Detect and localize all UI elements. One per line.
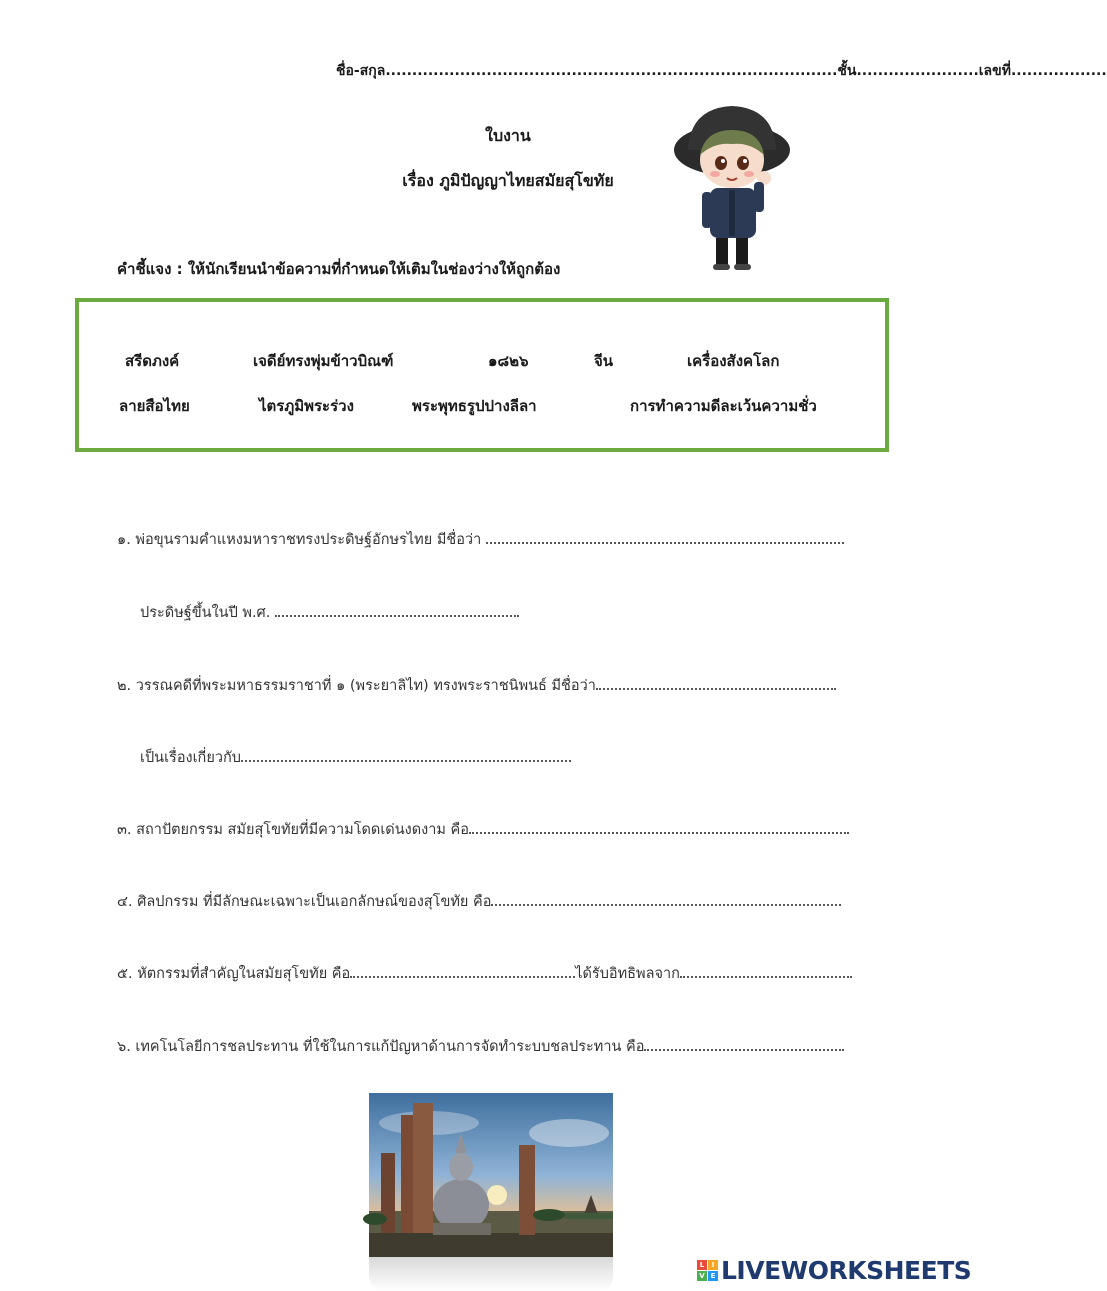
word-bank-item: ลายสือไทย: [119, 397, 190, 415]
answer-blank-q5-influence[interactable]: [680, 962, 852, 978]
answer-blank-q2-title[interactable]: [596, 674, 836, 690]
liveworksheets-wordmark: LIVEWORKSHEETS: [721, 1255, 972, 1285]
answer-blank-q2-about[interactable]: [241, 746, 571, 762]
sukhothai-temple-photo: [369, 1093, 613, 1257]
sukhothai-temple-photo-art: [369, 1093, 613, 1257]
liveworksheets-icon: [697, 1260, 718, 1281]
question-6: ๖. เทคโนโลยีการชลประทาน ที่ใช้ในการแก้ปัญหาด้านการจัดทำระบบชลประทาน คือ: [117, 1035, 844, 1058]
answer-blank-q1-year[interactable]: [275, 601, 519, 617]
word-bank-item: เจดีย์ทรงพุ่มข้าวบิณฑ์: [253, 352, 394, 370]
logo-letter-e: E: [708, 1271, 718, 1281]
word-bank-item: จีน: [594, 352, 614, 370]
answer-blank-q4[interactable]: [491, 890, 841, 906]
question-1-line-1: ๑. พ่อขุนรามคำแหงมหาราชทรงประดิษฐ์อักษรไทย มีชื่อว่า: [117, 528, 844, 551]
logo-letter-i: I: [708, 1260, 718, 1270]
question-2-line-2: เป็นเรื่องเกี่ยวกับ: [140, 746, 571, 769]
answer-blank-q6[interactable]: [644, 1035, 844, 1051]
word-bank-item: ไตรภูมิพระร่วง: [259, 397, 354, 415]
word-bank-item: การทำความดีละเว้นความชั่ว: [630, 397, 817, 415]
question-3: ๓. สถาปัตยกรรม สมัยสุโขทัยที่มีความโดดเด่นงดงาม คือ: [117, 818, 849, 841]
question-5: ๕. หัตกรรมที่สำคัญในสมัยสุโขทัย คือ ได้รับอิทธิพลจาก: [117, 962, 852, 985]
question-1-line-2: ประดิษฐ์ขึ้นในปี พ.ศ.: [140, 601, 519, 624]
name-class-number-line: ชื่อ-สกุล.....................................................................................ชั้น.......................เลขที่..................: [336, 63, 1107, 79]
liveworksheets-logo: [697, 1256, 971, 1284]
answer-blank-q5-craft[interactable]: [350, 962, 575, 978]
photo-reflection: [369, 1257, 613, 1291]
cartoon-character-illustration: [670, 100, 795, 275]
logo-letter-v: V: [697, 1271, 707, 1281]
logo-letter-l: L: [697, 1260, 707, 1270]
word-bank-item: สรีดภงค์: [125, 352, 180, 370]
word-bank-item: เครื่องสังคโลก: [687, 352, 780, 370]
worksheet-title: ใบงาน: [485, 126, 531, 145]
word-bank-item: พระพุทธรูปปางลีลา: [412, 397, 537, 415]
worksheet-subject: เรื่อง ภูมิปัญญาไทยสมัยสุโขทัย: [402, 171, 614, 190]
question-2-line-1: ๒. วรรณคดีที่พระมหาธรรมราชาที่ ๑ (พระยาลิไท) ทรงพระราชนิพนธ์ มีชื่อว่า: [117, 674, 836, 697]
answer-blank-q1-name[interactable]: [486, 528, 844, 544]
answer-blank-q3[interactable]: [469, 818, 849, 834]
word-bank-item: ๑๘๒๖: [488, 352, 529, 370]
question-4: ๔. ศิลปกรรม ที่มีลักษณะเฉพาะเป็นเอกลักษณ์ของสุโขทัย คือ: [117, 890, 841, 913]
word-bank-box: [75, 298, 889, 452]
instruction-text: คำชี้แจง : ให้นักเรียนนำข้อความที่กำหนดให้เติมในช่องว่างให้ถูกต้อง: [117, 260, 561, 278]
